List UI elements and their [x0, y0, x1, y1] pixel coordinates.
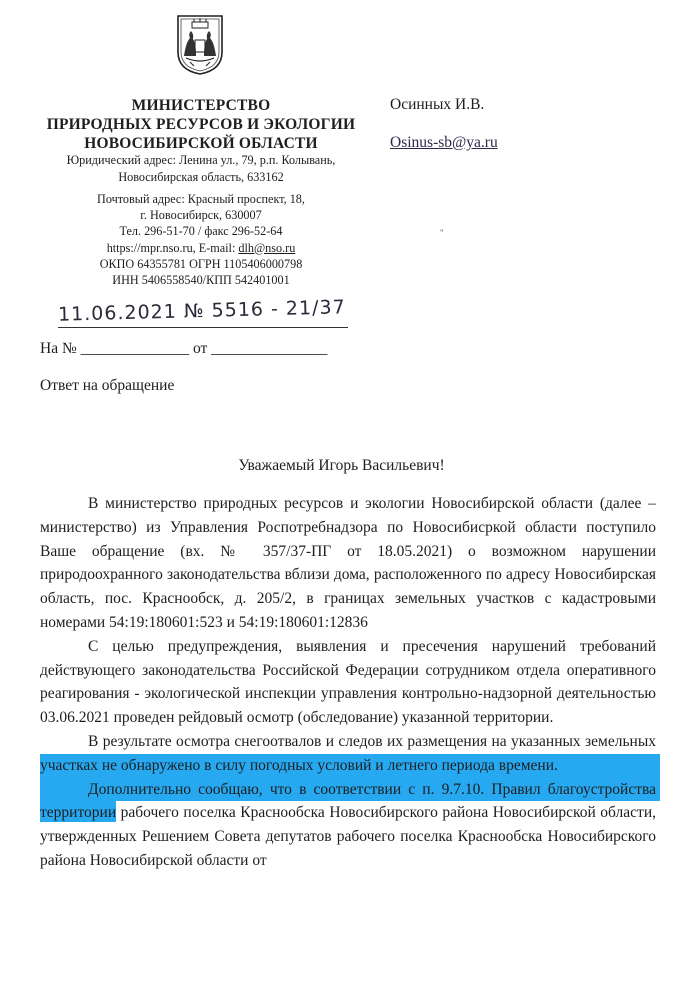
novosibirsk-coat-of-arms-icon — [170, 12, 230, 76]
recipient-email-link[interactable]: Osinus-sb@ya.ru — [390, 134, 498, 151]
legal-address-line-1: Юридический адрес: Ленина ул., 79, р.п. Колывань, — [66, 153, 336, 167]
letter-greeting: Уважаемый Игорь Васильевич! — [238, 457, 445, 474]
website-text: https://mpr.nso.ru, E-mail: — [106, 240, 239, 255]
inn-kpp: ИНН 5406558540/КПП 542401001 — [112, 273, 290, 288]
postal-address: Почтовый адрес: Красный проспект, 18, — [97, 192, 305, 206]
recipient-name: Осинных И.В. — [390, 96, 485, 113]
paragraph-1: В министерство природных ресурсов и экологии Новосибирской области (далее – министерство) из Управления Роспотребнадзора по Новосибисркой области поступило Ваше обращение (вх. № 357/37-ПГ от 18.05.2021) о возможном нарушении природоохранного законодательства вблизи дома, расположенного по адресу Новосибирская область, пос. Краснообск, д. 205/2, в границах земельных участков с кадастровыми номерами 54:19:180601:523 и 54:19:180601:12836 — [40, 495, 656, 631]
paragraph-2: С целью предупреждения, выявления и пресечения нарушений требований действующего законодательства Российской Федерации сотрудником отдела оперативного реагирования - экологической инспекции управления контрольно-надзорной деятельностью 03.06.2021 проведен рейдовый осмотр (обследование) указанной территории. — [40, 637, 656, 727]
postal-contacts — [20, 191, 382, 288]
letter-subject: Ответ на обращение — [40, 377, 175, 394]
ministry-name — [20, 96, 382, 153]
legal-address — [20, 152, 382, 186]
paragraph-4: Дополнительно сообщаю, что в соответствии с п. 9.7.10. Правил благоустройства территории рабочего поселка Краснообска Новосибирского района Новосибирской области, утвержденных Решением Совета депутатов рабочего поселка Краснообска Новосибирского района Новосибирской области от — [40, 780, 656, 869]
postal-city: г. Новосибирск, 630007 — [140, 208, 262, 223]
stray-mark: " — [440, 228, 444, 238]
phone-fax: Тел. 296-51-70 / факс 296-52-64 — [119, 224, 283, 239]
reference-line: На № ______________ от _______________ — [40, 340, 328, 357]
handwritten-underline — [58, 327, 348, 328]
handwritten-date-number: 11.06.2021 № 5516 - 21/37 — [57, 296, 346, 326]
ministry-name-line-3: НОВОСИБИРСКОЙ ОБЛАСТИ — [84, 135, 318, 152]
letter-body — [40, 492, 656, 873]
okpo-ogrn: ОКПО 64355781 ОГРН 1105406000798 — [99, 256, 303, 271]
legal-address-line-2: Новосибирская область, 633162 — [118, 170, 284, 184]
ministry-name-line-1: МИНИСТЕРСТВО — [131, 97, 271, 114]
paragraph-3-highlighted[interactable]: В результате осмотра снегоотвалов и следов их размещения на указанных земельных участках не обнаружено в силу погодных условий и летнего периода времени. — [40, 732, 656, 774]
ministry-name-line-2: ПРИРОДНЫХ РЕСУРСОВ И ЭКОЛОГИИ — [46, 116, 356, 133]
web-email-line — [20, 240, 382, 256]
ministry-email-link[interactable]: dlh@nso.ru — [238, 240, 296, 255]
